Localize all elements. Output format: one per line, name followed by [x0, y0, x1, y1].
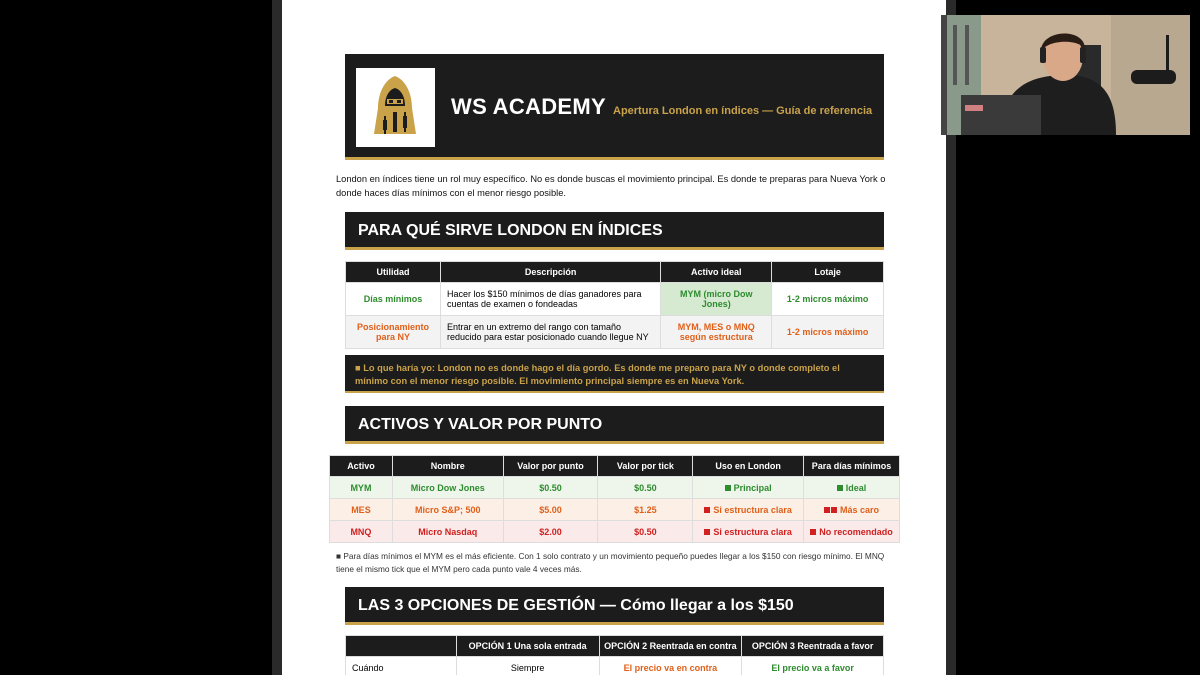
uso-cell: Principal	[693, 477, 804, 499]
opciones-table	[345, 635, 884, 675]
lotaje-cell: 1-2 micros máximo	[772, 283, 884, 316]
document-page[interactable]	[282, 0, 946, 675]
callout-note: ■ Lo que haría yo: London no es donde hago el día gordo. Es donde me preparo para NY o donde completo el mínimo con el menor riesgo posible. El movimiento principal siempre es en Nueva York.	[345, 355, 884, 393]
column-header: Valor por punto	[503, 456, 598, 477]
opcion1-cell: Siempre	[456, 657, 599, 675]
column-header: Utilidad	[346, 262, 441, 283]
column-header: Uso en London	[693, 456, 804, 477]
uso-cell: Si estructura clara	[693, 521, 804, 543]
row-label-cell: Cuándo	[346, 657, 457, 675]
column-header	[346, 636, 457, 657]
ws-academy-logo	[356, 68, 435, 147]
table-header-row	[330, 456, 900, 477]
table-header-row	[346, 262, 884, 283]
column-header: Para días mínimos	[804, 456, 900, 477]
tick-cell: $0.50	[598, 477, 693, 499]
table-row	[330, 477, 900, 499]
nombre-cell: Micro S&P; 500	[392, 499, 503, 521]
minimos-cell: Ideal	[804, 477, 900, 499]
descripcion-cell: Entrar en un extremo del rango con tamaño reducido para estar posicionado cuando llegue NY	[440, 316, 660, 349]
column-header: Nombre	[392, 456, 503, 477]
brand-subtitle: Apertura London en índices — Guía de referencia	[613, 105, 873, 117]
activo-cell: MNQ	[330, 521, 393, 543]
minimos-cell: No recomendado	[804, 521, 900, 543]
section-title: PARA QUÉ SIRVE LONDON EN ÍNDICES	[358, 222, 663, 239]
opcion3-cell: El precio va a favor	[742, 657, 884, 675]
lotaje-cell: 1-2 micros máximo	[772, 316, 884, 349]
table-row	[330, 499, 900, 521]
punto-cell: $0.50	[503, 477, 598, 499]
punto-cell: $2.00	[503, 521, 598, 543]
green-square-icon	[837, 485, 843, 491]
nombre-cell: Micro Nasdaq	[392, 521, 503, 543]
brand-title: WS ACADEMY	[451, 94, 606, 119]
section-heading-2	[345, 406, 884, 444]
nombre-cell: Micro Dow Jones	[392, 477, 503, 499]
utilidad-cell: Días mínimos	[346, 283, 441, 316]
tick-cell: $0.50	[598, 521, 693, 543]
green-square-icon	[725, 485, 731, 491]
activo-cell: MYM, MES o MNQ según estructura	[661, 316, 772, 349]
info-note: ■ Para días mínimos el MYM es el más eficiente. Con 1 solo contrato y un movimiento pequeño puedes llegar a los $150 con riesgo mínimo. El MNQ tiene el mismo tick que el MYM pero cada punto vale 4 veces más.	[336, 551, 885, 574]
activo-cell: MES	[330, 499, 393, 521]
section-title: LAS 3 OPCIONES DE GESTIÓN — Cómo llegar a los $150	[358, 597, 794, 614]
table-row	[346, 283, 884, 316]
table-row	[330, 521, 900, 543]
uso-cell: Si estructura clara	[693, 499, 804, 521]
activo-cell: MYM (micro Dow Jones)	[661, 283, 772, 316]
utilidad-cell: Posicionamiento para NY	[346, 316, 441, 349]
activos-table	[329, 455, 900, 543]
column-header: Valor por tick	[598, 456, 693, 477]
column-header: Descripción	[440, 262, 660, 283]
table-row	[346, 316, 884, 349]
red-square-icon	[831, 507, 837, 513]
utilidad-table	[345, 261, 884, 349]
red-square-icon	[810, 529, 816, 535]
punto-cell: $5.00	[503, 499, 598, 521]
column-header: OPCIÓN 2 Reentrada en contra	[599, 636, 742, 657]
webcam-overlay	[941, 15, 1190, 135]
section-title: ACTIVOS Y VALOR POR PUNTO	[358, 416, 603, 433]
table-header-row	[346, 636, 884, 657]
minimos-cell: Más caro	[804, 499, 900, 521]
header-banner	[345, 54, 884, 160]
table-row	[346, 657, 884, 675]
column-header: Lotaje	[772, 262, 884, 283]
section-heading-3	[345, 587, 884, 625]
tick-cell: $1.25	[598, 499, 693, 521]
activo-cell: MYM	[330, 477, 393, 499]
viewer-left-edge	[272, 0, 282, 675]
opcion2-cell: El precio va en contra	[599, 657, 742, 675]
red-square-icon	[824, 507, 830, 513]
intro-paragraph: London en índices tiene un rol muy específico. No es donde buscas el movimiento principal. Es donde te preparas para Nueva York o donde haces días mínimos con el menor riesgo posible.	[336, 174, 886, 198]
red-square-icon	[704, 529, 710, 535]
section-heading-1	[345, 212, 884, 250]
column-header: Activo ideal	[661, 262, 772, 283]
descripcion-cell: Hacer los $150 mínimos de días ganadores para cuentas de examen o fondeadas	[440, 283, 660, 316]
column-header: OPCIÓN 1 Una sola entrada	[456, 636, 599, 657]
column-header: OPCIÓN 3 Reentrada a favor	[742, 636, 884, 657]
column-header: Activo	[330, 456, 393, 477]
red-square-icon	[704, 507, 710, 513]
